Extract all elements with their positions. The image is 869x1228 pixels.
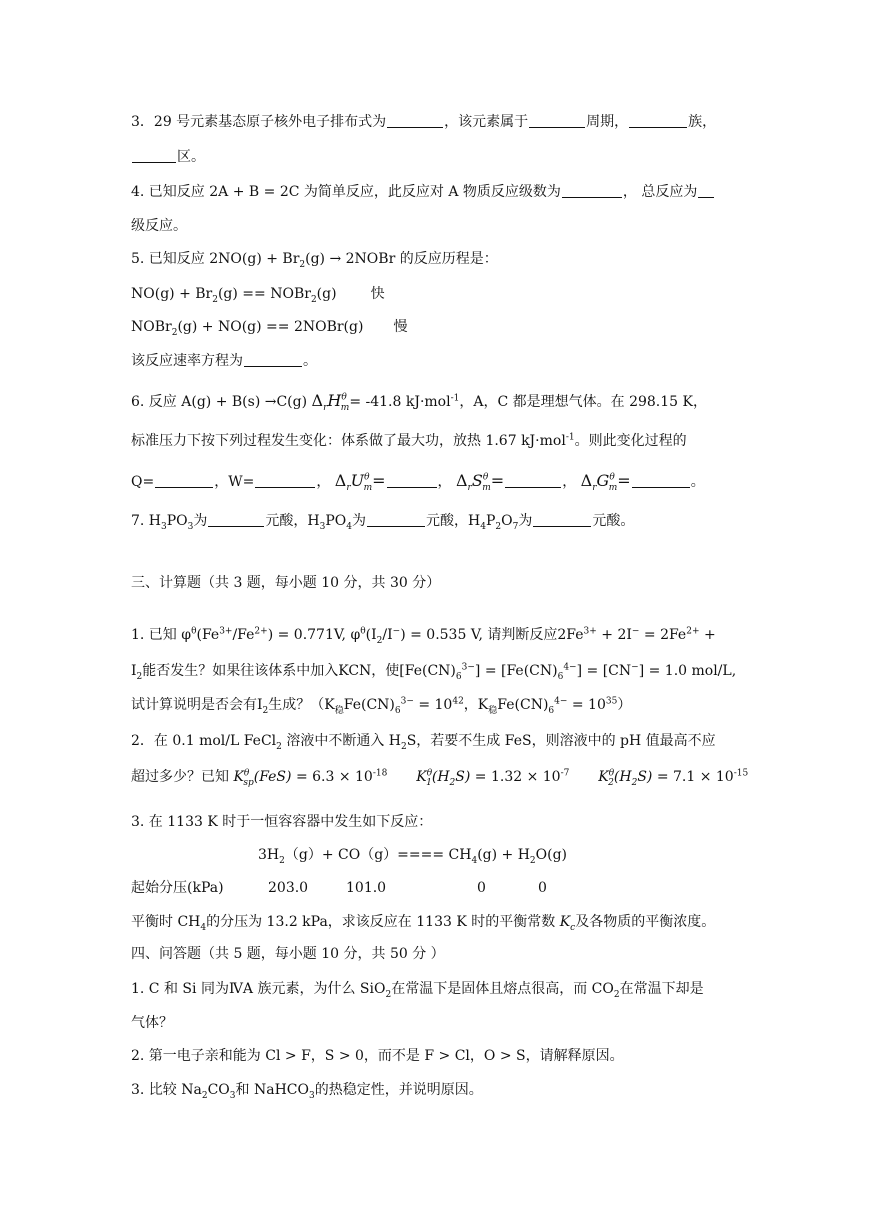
superscript: -7 — [560, 768, 570, 779]
delta-g-symbol: $\Delta_rG^\theta_m=$ — [580, 471, 631, 494]
step1-text-c: (g) — [316, 286, 337, 302]
separator: ， — [562, 474, 577, 490]
subscript: 6 — [394, 705, 401, 716]
q7-text: 元酸，H — [426, 513, 481, 529]
q7-text: 元酸，H — [265, 513, 320, 529]
q5-text-d: 。 — [303, 353, 317, 369]
c2-text: S，若要不生成 FeS，则溶液中的 pH 值最高不应 — [406, 733, 716, 749]
subscript: 4 — [471, 855, 478, 866]
eq-text: 3H — [258, 847, 280, 863]
superscript: -1 — [450, 393, 460, 404]
qa-2-line-1: 2. 第一电子亲和能为 Cl > F，S > 0，而不是 F > Cl，O > S，请解释原因。 — [131, 1048, 624, 1064]
subscript: 3 — [229, 1090, 236, 1101]
superscript: -18 — [372, 768, 388, 779]
c1-text: + — [699, 627, 716, 643]
c2-text: 超过多少？已知 — [131, 769, 229, 785]
initial-pressure-ch4: 0 — [477, 880, 486, 896]
kc-symbol: $K_c$ — [559, 914, 576, 933]
step1-speed: 快 — [370, 286, 385, 302]
subscript: 3 — [187, 521, 194, 532]
subscript: 3 — [161, 521, 167, 532]
answer-blank — [155, 473, 213, 488]
c1-text: ] = [CN — [576, 663, 632, 679]
initial-pressure-h2: 203.0 — [268, 880, 309, 896]
answer-blank — [533, 512, 591, 527]
k1-value: = 1.32 × 10 — [474, 769, 561, 785]
c3-text: 平衡时 CH — [131, 914, 201, 930]
q4-text-b: ， 总反应为 — [622, 184, 698, 200]
subscript: 2 — [299, 259, 306, 270]
answer-blank — [244, 352, 302, 367]
superscript: θ — [191, 626, 197, 637]
c1-text: ) = 0.771V, φ — [267, 627, 361, 643]
calc-1-line-2 — [131, 662, 736, 680]
subscript: 2 — [613, 989, 620, 1000]
initial-pressure-h2o: 0 — [538, 880, 547, 896]
delta-h-symbol: $\Delta_rH^\theta_m$ — [311, 391, 350, 414]
calc-2-line-1 — [131, 732, 716, 750]
q6-text-d: 。则此变化过程的 — [574, 433, 687, 449]
qa3-text: CO — [207, 1082, 230, 1098]
c1-text: = 10 — [413, 697, 453, 713]
mechanism-step-2 — [131, 318, 407, 336]
step2-speed: 慢 — [393, 319, 408, 335]
question-3-line-2 — [131, 148, 205, 166]
calc-3-line-3 — [131, 913, 715, 931]
c1-text: /Fe — [232, 627, 255, 643]
qa-3-line-1 — [131, 1081, 483, 1099]
subscript: 6 — [455, 671, 462, 682]
subscript: 2 — [279, 855, 285, 866]
answer-blank — [387, 113, 443, 128]
q4-text-c: 级反应。 — [131, 218, 187, 234]
q5-text-a: 5. 已知反应 2NO(g) + Br — [131, 251, 300, 267]
answer-blank — [698, 183, 714, 198]
c3-text: 的分压为 13.2 kPa，求该反应在 1133 K 时的平衡常数 — [206, 914, 556, 930]
superscript: 3+ — [583, 626, 597, 637]
answer-blank — [529, 113, 585, 128]
subscript: 2 — [385, 989, 392, 1000]
subscript: 3 — [308, 1090, 315, 1101]
answer-blank — [132, 148, 176, 163]
calc-1-line-1 — [131, 626, 716, 644]
q-label: Q= — [131, 474, 155, 490]
q7-text: 为 — [193, 513, 208, 529]
subscript: 2 — [310, 294, 317, 305]
subscript: 2 — [171, 327, 178, 338]
c1-text: ) = 0.535 V, 请判断反应2Fe — [400, 627, 584, 643]
q7-text: 元酸。 — [592, 513, 635, 529]
subscript: 2 — [495, 521, 502, 532]
q7-text: PO — [166, 513, 188, 529]
superscript: 2+ — [686, 626, 700, 637]
answer-blank — [367, 512, 425, 527]
c1-text: ] = [Fe(CN) — [474, 663, 558, 679]
c1-text: (I — [365, 627, 377, 643]
q4-text-a: 4. 已知反应 2A + B = 2C 为简单反应，此反应对 A 物质反应级数为 — [131, 184, 561, 200]
question-3-line-1 — [131, 113, 716, 131]
calc-2-line-2 — [131, 768, 748, 786]
c1-text: 1. 已知 φ — [131, 627, 192, 643]
c3-text: 及各物质的平衡浓度。 — [575, 914, 716, 930]
q3-text-c: 周期， — [586, 114, 629, 130]
q7-text: PO — [325, 513, 347, 529]
k1-symbol: $K^\theta_1(H_2S)$ — [416, 768, 471, 788]
qa3-text: 3. 比较 Na — [131, 1082, 202, 1098]
question-7-line-1 — [131, 512, 634, 530]
step2-text-b: (g) + NO(g) == 2NOBr(g) — [177, 319, 364, 335]
subscript: 2 — [212, 294, 218, 305]
qa1-text: 1. C 和 Si 同为ⅣA 族元素，为什么 SiO — [131, 981, 386, 997]
enthalpy-value: = -41.8 kJ·mol — [349, 394, 451, 410]
w-label: ，W= — [214, 474, 255, 490]
c2-text: 2．在 0.1 mol/L FeCl — [131, 733, 277, 749]
period: 。 — [690, 474, 705, 490]
reaction-equation — [258, 846, 567, 864]
question-4-line-2 — [131, 217, 187, 235]
answer-blank — [632, 473, 690, 488]
q6-text-b: ，A，C 都是理想气体。在 298.15 K， — [459, 394, 707, 410]
subscript: 2 — [136, 671, 143, 682]
subscript: 3 — [319, 521, 326, 532]
delta-s-symbol: $\Delta_rS^\theta_m=$ — [455, 471, 505, 494]
q3-text-b: ，该元素属于 — [444, 114, 529, 130]
answer-blank — [505, 473, 561, 488]
qa-1-line-1 — [131, 980, 704, 998]
answer-blank — [208, 512, 264, 527]
c2-text: 溶液中不断通入 H — [281, 733, 401, 749]
mechanism-step-1 — [131, 285, 385, 303]
q6-text-c: 标准压力下按下列过程发生变化：体系做了最大功，放热 1.67 kJ·mol — [131, 433, 566, 449]
ksp-symbol: $K^\theta_{sp}(FeS)$ — [233, 768, 292, 788]
c1-text: ] = 1.0 mol/L, — [638, 663, 737, 679]
superscript: − — [392, 626, 401, 637]
subscript: 2 — [276, 741, 282, 752]
eq-text: (g) + H — [477, 847, 530, 863]
eq-text: O(g) — [535, 847, 568, 863]
separator: ， — [316, 474, 331, 490]
ksp-value: = 6.3 × 10 — [295, 769, 373, 785]
qa3-text: 的热稳定性，并说明原因。 — [314, 1082, 483, 1098]
delta-u-symbol: $\Delta_rU^\theta_m=$ — [334, 471, 386, 494]
subscript: 4 — [200, 922, 207, 933]
c1-text: = 10 — [567, 697, 606, 713]
superscript: -15 — [733, 768, 749, 779]
question-5-line-1 — [131, 250, 498, 268]
calc-3-line-1: 3. 在 1133 K 时于一恒容容器中发生如下反应： — [131, 814, 433, 830]
subscript: 2 — [262, 705, 269, 716]
subscript: 稳 — [334, 705, 344, 716]
qa1-text: 在常温下是固体且熔点很高，而 CO — [391, 981, 614, 997]
q3-text-a: 3．29 号元素基态原子核外电子排布式为 — [131, 114, 387, 130]
question-6-line-2 — [131, 432, 687, 450]
q7-text: 为 — [352, 513, 366, 529]
subscript: 4 — [346, 521, 352, 532]
step1-text-b: (g) == NOBr — [217, 286, 311, 302]
qa1-text: 在常温下却是 — [619, 981, 704, 997]
c1-text: = 2Fe — [639, 627, 687, 643]
superscript: -1 — [565, 432, 575, 443]
qa3-text: 和 NaHCO — [235, 1082, 309, 1098]
c1-text: ，K — [463, 697, 489, 713]
calc-1-line-3 — [131, 696, 631, 714]
section-4-title: 四、问答题（共 5 题，每小题 10 分，共 50 分 ） — [131, 946, 445, 962]
superscript: 35 — [605, 696, 618, 707]
subscript: 2 — [201, 1090, 208, 1101]
answer-blank — [629, 113, 687, 128]
q3-text-e: 区。 — [177, 149, 205, 165]
question-5-line-4 — [131, 352, 317, 370]
subscript: 2 — [529, 855, 536, 866]
superscript: 3− — [400, 696, 414, 707]
question-6-line-1 — [131, 391, 707, 414]
answer-blank — [255, 473, 315, 488]
question-4-line-1 — [131, 183, 715, 201]
qa-1-line-2: 气体？ — [131, 1015, 173, 1031]
c1-text: (Fe — [196, 627, 220, 643]
subscript: 4 — [480, 521, 486, 532]
superscript: − — [631, 662, 639, 673]
superscript: − — [631, 626, 640, 637]
answer-blank — [562, 183, 622, 198]
superscript: 4− — [563, 662, 577, 673]
eq-text: （g）+ CO（g）==== CH — [284, 847, 472, 863]
superscript: θ — [360, 626, 366, 637]
k2-value: = 7.1 × 10 — [656, 769, 734, 785]
q3-text-d: 族， — [688, 114, 717, 130]
subscript: 2 — [376, 635, 383, 646]
c1-text: I — [131, 663, 137, 679]
k2-symbol: $K^\theta_2(H_2S)$ — [598, 768, 653, 788]
separator: ， — [437, 474, 452, 490]
initial-pressure-label: 起始分压(kPa) — [131, 880, 224, 896]
step2-text-a: NOBr — [131, 319, 172, 335]
q7-text: O — [501, 513, 513, 529]
question-6-line-3 — [131, 471, 705, 494]
c1-text: Fe(CN) — [497, 697, 549, 713]
subscript: 稳 — [488, 705, 498, 716]
q7-text: P — [485, 513, 496, 529]
answer-blank — [387, 473, 437, 488]
subscript: 6 — [548, 705, 555, 716]
c1-text: /I — [382, 627, 393, 643]
c1-text: 试计算说明是否会有I — [131, 697, 263, 713]
c1-text: ） — [617, 697, 632, 713]
subscript: 6 — [557, 671, 564, 682]
q7-text: 7. H — [131, 513, 162, 529]
step1-text-a: NO(g) + Br — [131, 286, 213, 302]
q5-text-b: (g) → 2NOBr 的反应历程是： — [305, 251, 498, 267]
q6-text-a: 6. 反应 A(g) + B(s) →C(g) — [131, 394, 308, 410]
superscript: 2+ — [254, 626, 268, 637]
section-3-title: 三、计算题（共 3 题，每小题 10 分，共 30 分） — [131, 575, 441, 591]
superscript: 4− — [554, 696, 568, 707]
superscript: 3+ — [219, 626, 233, 637]
q7-text: 为 — [518, 513, 533, 529]
c1-text: 生成？（K — [268, 697, 335, 713]
subscript: 7 — [512, 521, 519, 532]
c1-text: Fe(CN) — [343, 697, 395, 713]
c1-text: + 2I — [596, 627, 632, 643]
q5-text-c: 该反应速率方程为 — [131, 353, 243, 369]
initial-pressure-co: 101.0 — [346, 880, 387, 896]
subscript: 2 — [400, 741, 407, 752]
superscript: 42 — [452, 696, 464, 707]
superscript: 3− — [461, 662, 475, 673]
c1-text: 能否发生？如果往该体系中加入KCN，使[Fe(CN) — [142, 663, 456, 679]
